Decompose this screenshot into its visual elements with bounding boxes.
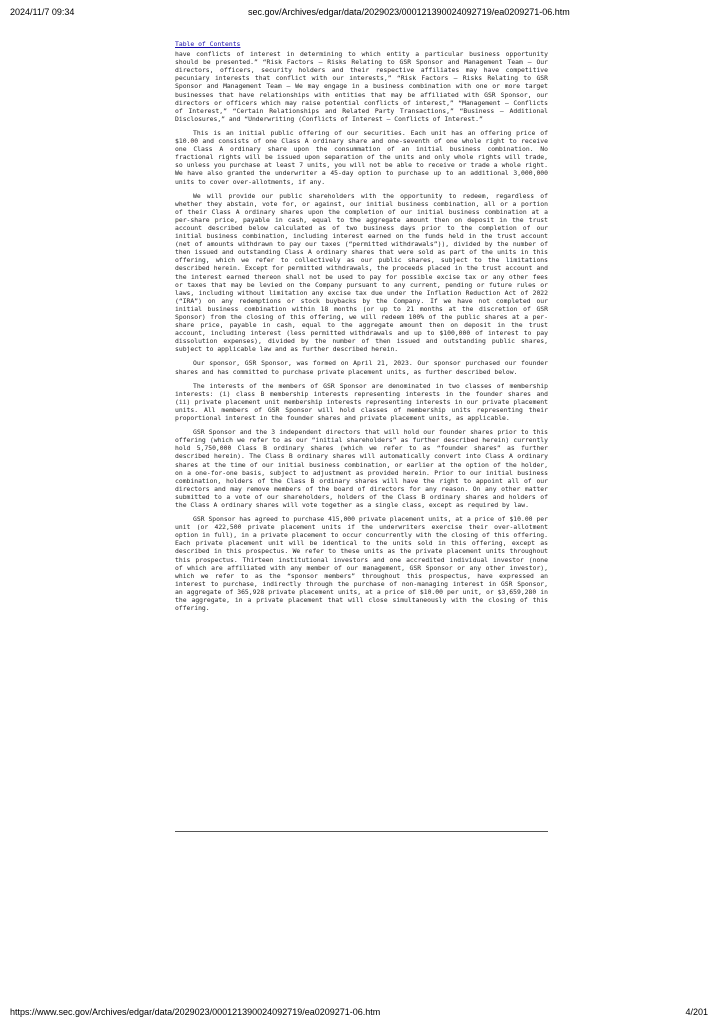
footer-divider <box>175 831 548 832</box>
page-number: 4/201 <box>685 1007 708 1017</box>
table-of-contents-link[interactable]: Table of Contents <box>175 40 241 48</box>
print-header <box>0 0 724 20</box>
paragraph-conflicts: have conflicts of interest in determining to which entity a particular business opportunity should be presented.” “Risk Factors — Risks Relating to GSR Sponsor and Management Team — Our directors, officers, security holders and their respective affiliates may have competitive pecuniary interests that conflict with our interests,” “Risk Factors — Risks Relating to GSR Sponsor and Management Team — We may engage in a business combination with one or more target businesses that have relationships with entities that may be affiliated with GSR Sponsor, our directors or officers which may raise potential conflicts of interest,” “Management — Conflicts of Interest,” “Certain Relationships and Related Party Transactions,” “Business — Additional Disclosures,” and “Underwriting (Conflicts of Interest — Conflicts of Interest.” <box>175 50 548 123</box>
print-page-url: sec.gov/Archives/edgar/data/2029023/000121390024092719/ea0209271-06.htm <box>248 7 570 17</box>
paragraph-founder-shares: GSR Sponsor and the 3 independent directors that will hold our founder shares prior to this offering (which we refer to as our “initial shareholders” as further described herein) currently hold 5,750,000 Class B ordinary shares (which we refer to as “founder shares” as further described herein). The Class B ordinary shares will automatically convert into Class A ordinary shares at the time of our initial business combination, or earlier at the option of the holder, on a one-for-one basis, subject to adjustment as provided herein. Prior to our initial business combination, holders of the Class B ordinary shares will have the right to appoint all of our directors and may remove members of the board of directors for any reason. On any other matter submitted to a vote of our shareholders, holders of the Class B ordinary shares and holders of the Class A ordinary shares will vote together as a single class, except as required by law. <box>175 428 548 509</box>
print-datetime: 2024/11/7 09:34 <box>10 7 75 17</box>
paragraph-membership-interests: The interests of the members of GSR Sponsor are denominated in two classes of membership interests: (i) class B membership interests representing interests in the founder shares and (ii) private placement unit membership interests representing interests in our private placement units. All members of GSR Sponsor will hold classes of membership units representing their proportional interest in the founder shares and private placement units, as applicable. <box>175 381 548 423</box>
print-footer <box>0 1004 724 1024</box>
print-footer-url: https://www.sec.gov/Archives/edgar/data/2029023/000121390024092719/ea0209271-06.htm <box>10 1007 381 1017</box>
paragraph-sponsor: Our sponsor, GSR Sponsor, was formed on April 21, 2023. Our sponsor purchased our founder shares and has committed to purchase private placement units, as further described below. <box>175 359 548 376</box>
paragraph-offering: This is an initial public offering of our securities. Each unit has an offering price of $10.00 and consists of one Class A ordinary share and one-seventh of one whole right to receive one Class A ordinary share upon the consummation of an initial business combination. No fractional rights will be issued upon separation of the units and only whole rights will trade, so unless you purchase at least 7 units, you will not be able to receive or trade a whole right. We have also granted the underwriter a 45-day option to purchase up to an additional 3,000,000 units to cover over-allotments, if any. <box>175 128 548 186</box>
paragraph-redemption: We will provide our public shareholders with the opportunity to redeem, regardless of whether they abstain, vote for, or against, our initial business combination, all or a portion of their Class A ordinary shares upon the completion of our initial business combination at a per-share price, payable in cash, equal to the aggregate amount then on deposit in the trust account described below calculated as of two business days prior to the completion of our initial business combination, including interest earned on the funds held in the trust account (net of amounts withdrawn to pay our taxes (“permitted withdrawals”)), divided by the number of then issued and outstanding Class A ordinary shares that were sold as part of the units in this offering, which we refer to collectively as our public shares, subject to the limitations described herein. Except for permitted withdrawals, the proceeds placed in the trust account and the interest earned thereon shall not be used to pay for possible excise tax or any other fees or taxes that may be levied on the Company pursuant to any current, pending or future rules or laws, including without limitation any excise tax due under the Inflation Reduction Act of 2022 (“IRA”) on any redemptions or stock buybacks by the Company. If we have not completed our initial business combination within 18 months (or up to 21 months at the discretion of GSR Sponsor) from the closing of this offering, we will redeem 100% of the public shares at a per-share price, payable in cash, equal to the aggregate amount then on deposit in the trust account, including interest (less permitted withdrawals and up to $100,000 of interest to pay dissolution expenses), divided by the number of then issued and outstanding public shares, subject to applicable law and as further described herein. <box>175 191 548 354</box>
document-body <box>175 40 548 618</box>
paragraph-private-placement: GSR Sponsor has agreed to purchase 415,000 private placement units, at a price of $10.00 per unit (or 422,500 private placement units if the underwriters exercise their over-allotment option in full), in a private placement to occur concurrently with the closing of this offering. Each private placement unit will be identical to the units sold in this offering, except as described in this prospectus. We refer to these units as the private placement units throughout this prospectus. Thirteen institutional investors and one accredited individual investor (none of which are affiliated with any member of our management, GSR Sponsor or any other investor), which we refer to as the “sponsor members” throughout this prospectus, have expressed an interest to purchase, indirectly through the purchase of non-managing interest in GSR Sponsor, an aggregate of 365,928 private placement units, at a price of $10.00 per unit, or $3,659,280 in the aggregate, in a private placement that will close simultaneously with the closing of this offering. <box>175 515 548 613</box>
